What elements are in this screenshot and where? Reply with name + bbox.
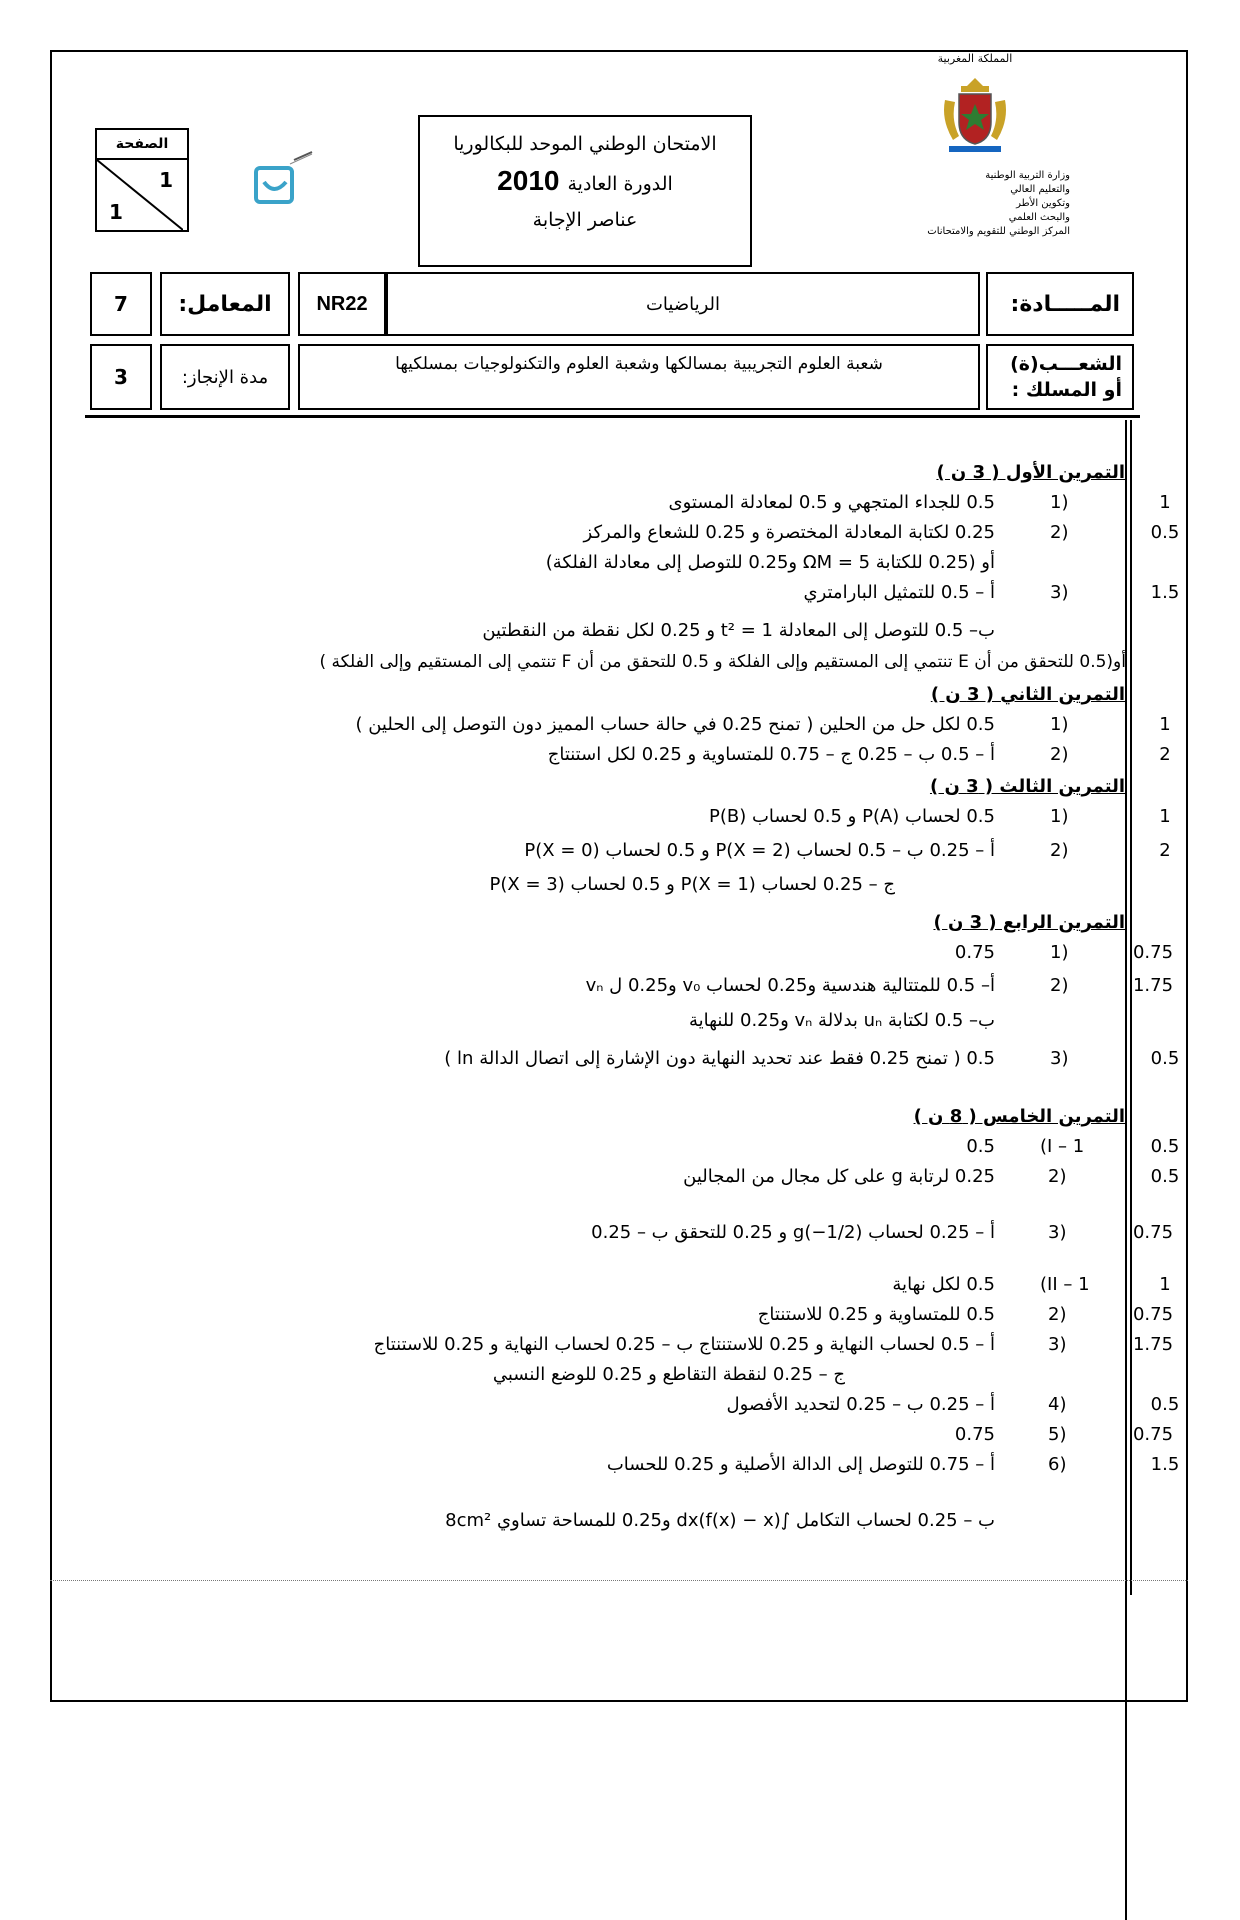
ex1-p3: 1.5 <box>1150 582 1180 603</box>
ex4-p2: 1.75 <box>1132 975 1174 996</box>
ex1-q1: 0.5 للجداء المتجهي و 0.5 لمعادلة المستوى <box>668 492 995 513</box>
ex5-ii3c: ج – 0.25 لنقطة التقاطع و 0.25 للوضع النسبي <box>492 1364 845 1385</box>
ex4-q1: 0.75 <box>954 942 995 963</box>
ex3-n1: 1) <box>1050 806 1069 827</box>
ex5-i3n: 3) <box>1048 1222 1067 1243</box>
duration-value: 3 <box>90 344 152 410</box>
stream-row <box>90 344 1134 410</box>
ex3-p2: 2 <box>1159 840 1171 861</box>
ex2-n2: 2) <box>1050 744 1069 765</box>
ex4-title: التمرين الرابع ( 3 ن ) <box>933 912 1125 933</box>
kingdom-name: المملكة المغربية <box>937 52 1013 65</box>
ex5-ii4p: 0.5 <box>1150 1394 1180 1415</box>
ex5-ii2p: 0.75 <box>1132 1304 1174 1325</box>
ex5-ii3: أ – 0.5 لحساب النهاية و 0.25 للاستنتاج ب – 0.25 لحساب النهاية و 0.25 للاستنتاج <box>373 1334 995 1355</box>
ex1-q3a: أ – 0.5 للتمثيل البارامتري <box>803 582 995 603</box>
ex5-i1p: 0.5 <box>1150 1136 1180 1157</box>
ex4-n2: 2) <box>1050 975 1069 996</box>
exam-code: NR22 <box>298 272 386 336</box>
ex5-i2: 0.25 لرتابة g على كل مجال من المجالين <box>683 1166 995 1187</box>
ministry-line: والتعليم العالي <box>1010 184 1070 195</box>
subject-name: الرياضيات <box>386 272 980 336</box>
ex1-p2: 0.5 <box>1150 522 1180 543</box>
subject-row <box>90 272 1134 336</box>
ex3-title: التمرين الثالث ( 3 ن ) <box>929 776 1125 797</box>
ministry-line: وتكوين الأطر <box>1016 198 1070 209</box>
ex5-ii1n: II – 1) <box>1040 1274 1090 1295</box>
ministry-header <box>880 52 1070 239</box>
page-label: الصفحة <box>97 130 187 160</box>
coef-label: المعامل: <box>160 272 290 336</box>
exam-year: 2010 <box>497 165 560 196</box>
ex1-q3c: أو(0.5 للتحقق من أن E تنتمي إلى المستقيم وإلى الفلكة و 0.5 للتحقق من أن F تنتمي إلى المستقيم وإلى الفلكة ) <box>319 652 1126 672</box>
ex2-p2: 2 <box>1159 744 1171 765</box>
ex5-ii1: 0.5 لكل نهاية <box>892 1274 995 1295</box>
header-rule <box>85 415 1140 418</box>
page-number-box <box>95 128 189 232</box>
ex1-n3: 3) <box>1050 582 1069 603</box>
ex4-q2a: أ– 0.5 للمتتالية هندسية و0.25 لحساب v₀ و0.25 ل vₙ <box>585 975 995 996</box>
ex5-ii6: أ – 0.75 للتوصل إلى الدالة الأصلية و 0.25 للحساب <box>606 1454 995 1475</box>
ex4-q2b: ب– 0.5 لكتابة uₙ بدلالة vₙ و0.25 للنهاية <box>688 1010 995 1031</box>
ex5-ii2n: 2) <box>1048 1304 1067 1325</box>
bottom-separator <box>50 1580 1188 1581</box>
ex2-p1: 1 <box>1159 714 1171 735</box>
doc-type: عناصر الإجابة <box>532 209 638 231</box>
ex5-title: التمرين الخامس ( 8 ن ) <box>913 1106 1125 1127</box>
subject-label: المـــــادة: <box>986 272 1134 336</box>
exam-session: الدورة العادية2010 <box>497 165 673 196</box>
ex5-ii2: 0.5 للمتساوية و 0.25 للاستنتاج <box>757 1304 995 1325</box>
ex5-i2p: 0.5 <box>1150 1166 1180 1187</box>
ex2-n1: 1) <box>1050 714 1069 735</box>
ex5-ii5p: 0.75 <box>1132 1424 1174 1445</box>
ex5-ii5: 0.75 <box>954 1424 995 1445</box>
ex3-n2: 2) <box>1050 840 1069 861</box>
coef-value: 7 <box>90 272 152 336</box>
exam-title: الامتحان الوطني الموحد للبكالوريا <box>453 133 717 155</box>
ex5-i1: 0.5 <box>966 1136 995 1157</box>
ex5-ii3n: 3) <box>1048 1334 1067 1355</box>
ex5-i3p: 0.75 <box>1132 1222 1174 1243</box>
ex4-q3: 0.5 ( تمنح 0.25 فقط عند تحديد النهاية دون الإشارة إلى اتصال الدالة ln ) <box>444 1048 995 1069</box>
ex1-q3b: ب– 0.5 للتوصل إلى المعادلة t² = 1 و 0.25 لكل نقطة من النقطتين <box>482 620 995 641</box>
ex5-i2n: 2) <box>1048 1166 1067 1187</box>
ministry-line: المركز الوطني للتقويم والامتحانات <box>927 226 1070 237</box>
ex5-ii3p: 1.75 <box>1132 1334 1174 1355</box>
ex4-n3: 3) <box>1050 1048 1069 1069</box>
number-column-divider <box>1130 420 1132 1595</box>
ex3-q2: أ – 0.25 ب – 0.5 لحساب P(X = 2) و 0.5 لحساب P(X = 0) <box>524 840 995 861</box>
ex1-q2b: أو (0.25 للكتابة ΩM = 5 و0.25 للتوصل إلى معادلة الفلكة) <box>545 552 995 573</box>
ex5-ii6p: 1.5 <box>1150 1454 1180 1475</box>
ex5-ii6b: ب – 0.25 لحساب التكامل ∫(f(x) − x)dx و0.25 للمساحة تساوي 8cm² <box>445 1510 995 1531</box>
ex4-p3: 0.5 <box>1150 1048 1180 1069</box>
ex3-p1: 1 <box>1159 806 1171 827</box>
ex5-i1n: I – 1) <box>1040 1136 1085 1157</box>
ex2-title: التمرين الثاني ( 3 ن ) <box>930 684 1125 705</box>
ex5-ii5n: 5) <box>1048 1424 1067 1445</box>
ministry-line: وزارة التربية الوطنية <box>985 170 1070 181</box>
ex1-n2: 2) <box>1050 522 1069 543</box>
center-logo-icon <box>250 150 320 210</box>
stream-name: شعبة العلوم التجريبية بمسالكها وشعبة العلوم والتكنولوجيات بمسلكيها <box>298 344 980 410</box>
ex1-title: التمرين الأول ( 3 ن ) <box>936 462 1125 483</box>
ex3-q2b: ج – 0.25 لحساب P(X = 1) و 0.5 لحساب P(X = 3) <box>489 874 895 895</box>
ex1-p1: 1 <box>1159 492 1171 513</box>
ex5-ii6n: 6) <box>1048 1454 1067 1475</box>
page-number: 1 <box>159 168 173 192</box>
duration-label: مدة الإنجاز: <box>160 344 290 410</box>
ministry-line: والبحث العلمي <box>1008 212 1070 223</box>
ex2-q1: 0.5 لكل حل من الحلين ( تمنح 0.25 في حالة حساب المميز دون التوصل إلى الحلين ) <box>355 714 995 735</box>
ex1-q2: 0.25 لكتابة المعادلة المختصرة و 0.25 للشعاع والمركز <box>583 522 995 543</box>
ex5-ii4: أ – 0.25 ب – 0.25 لتحديد الأفصول <box>726 1394 995 1415</box>
points-column-divider <box>1125 420 1127 1920</box>
ex4-n1: 1) <box>1050 942 1069 963</box>
ex2-q2: أ – 0.5 ب – 0.25 ج – 0.75 للمتساوية و 0.25 لكل استنتاج <box>547 744 995 765</box>
ex4-p1: 0.75 <box>1132 942 1174 963</box>
ex5-ii1p: 1 <box>1159 1274 1171 1295</box>
ex3-q1: 0.5 لحساب P(A) و 0.5 لحساب P(B) <box>709 806 995 827</box>
ex5-ii4n: 4) <box>1048 1394 1067 1415</box>
ex5-i3: أ – 0.25 لحساب g(−1/2) و 0.25 للتحقق ب – 0.25 <box>591 1222 995 1243</box>
exam-title-box <box>418 115 752 267</box>
ex1-n1: 1) <box>1050 492 1069 513</box>
stream-label: الشعـــب(ة) أو المسلك : <box>986 344 1134 410</box>
coat-of-arms-icon <box>935 70 1015 160</box>
page-total: 1 <box>109 200 123 224</box>
